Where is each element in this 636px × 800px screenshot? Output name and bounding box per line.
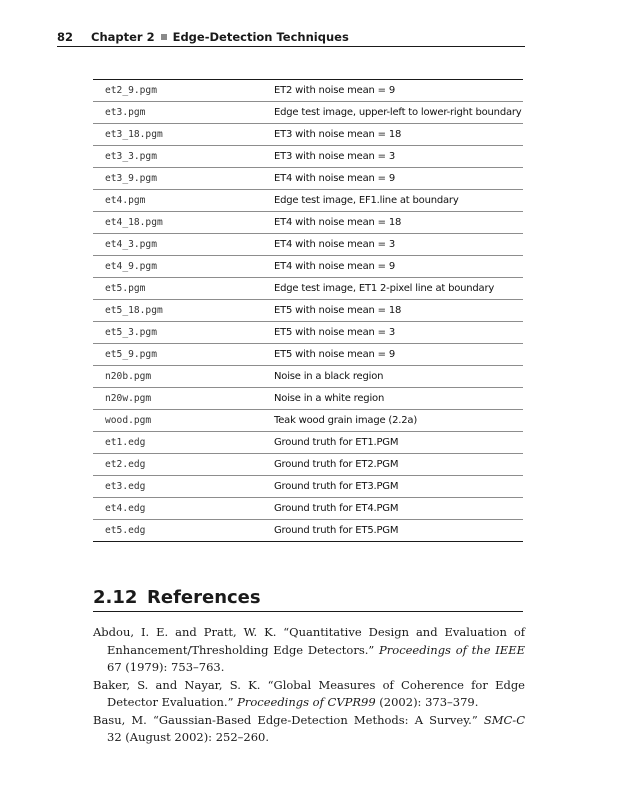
file-description-cell: ET3 with noise mean = 3	[274, 146, 523, 168]
file-description-cell: ET4 with noise mean = 9	[274, 168, 523, 190]
table-row	[93, 476, 523, 498]
file-name-cell: et4.edg	[93, 498, 274, 520]
table-row	[93, 300, 523, 322]
file-name-cell: et3_3.pgm	[93, 146, 274, 168]
file-name-cell: et5.pgm	[93, 278, 274, 300]
reference-text: Baker, S. and Nayar, S. K. “Global Measures of Coherence for Edge Detector Evaluation.”	[93, 677, 525, 709]
reference-source: SMC-C	[483, 712, 525, 727]
table-row	[93, 322, 523, 344]
file-name-cell: wood.pgm	[93, 410, 274, 432]
file-description-cell: Ground truth for ET1.PGM	[274, 432, 523, 454]
file-name-cell: n20b.pgm	[93, 366, 274, 388]
file-description-cell: ET4 with noise mean = 3	[274, 234, 523, 256]
table-row	[93, 190, 523, 212]
reference-list	[93, 624, 525, 747]
square-bullet-icon	[161, 34, 167, 40]
file-name-cell: et3.edg	[93, 476, 274, 498]
file-description-cell: Ground truth for ET3.PGM	[274, 476, 523, 498]
file-description-cell: ET4 with noise mean = 9	[274, 256, 523, 278]
file-description-cell: Edge test image, EF1.line at boundary	[274, 190, 523, 212]
file-description-cell: Noise in a black region	[274, 366, 523, 388]
table-row	[93, 454, 523, 476]
table-row	[93, 234, 523, 256]
file-description-cell: ET3 with noise mean = 18	[274, 124, 523, 146]
file-name-cell: et5_18.pgm	[93, 300, 274, 322]
file-description-cell: Edge test image, upper-left to lower-right boundary	[274, 102, 523, 124]
file-name-cell: et2_9.pgm	[93, 80, 274, 102]
table-row	[93, 168, 523, 190]
file-description-cell: Edge test image, ET1 2-pixel line at boundary	[274, 278, 523, 300]
reference-entry	[93, 677, 525, 712]
table-row	[93, 278, 523, 300]
reference-text: Basu, M. “Gaussian-Based Edge-Detection Methods: A Survey.”	[93, 712, 484, 727]
table-row	[93, 344, 523, 366]
file-list-table	[93, 79, 523, 542]
file-description-cell: ET5 with noise mean = 9	[274, 344, 523, 366]
file-name-cell: et1.edg	[93, 432, 274, 454]
file-description-cell: Noise in a white region	[274, 388, 523, 410]
table-row	[93, 102, 523, 124]
chapter-label: Chapter 2	[91, 30, 155, 44]
file-name-cell: et5_3.pgm	[93, 322, 274, 344]
reference-text: 67 (1979): 753–763.	[107, 660, 225, 674]
file-name-cell: et3_9.pgm	[93, 168, 274, 190]
file-description-cell: Ground truth for ET2.PGM	[274, 454, 523, 476]
page-number: 82	[57, 30, 74, 44]
reference-text: 32 (August 2002): 252–260.	[107, 730, 270, 744]
chapter-title: Edge-Detection Techniques	[172, 30, 349, 44]
section-heading	[93, 586, 523, 612]
running-header	[57, 30, 525, 47]
file-name-cell: et5.edg	[105, 525, 146, 536]
file-name-cell: n20w.pgm	[93, 388, 274, 410]
file-description-cell: Ground truth for ET4.PGM	[274, 498, 523, 520]
table-row	[93, 256, 523, 278]
file-name-cell: et3.pgm	[93, 102, 274, 124]
file-name-cell: et4_9.pgm	[93, 256, 274, 278]
section-number: 2.12	[93, 587, 138, 608]
file-description-cell: ET5 with noise mean = 3	[274, 322, 523, 344]
file-description-cell: Teak wood grain image (2.2a)	[274, 410, 523, 432]
table-row	[93, 388, 523, 410]
reference-text: Abdou, I. E. and Pratt, W. K. “Quantitative Design and Evaluation of Enhancement/Thresholding Edge Detectors.”	[93, 625, 525, 657]
file-name-cell: et3_18.pgm	[93, 124, 274, 146]
reference-entry	[93, 712, 525, 747]
file-description-cell: Ground truth for ET5.PGM	[274, 525, 399, 536]
file-name-cell: et5_9.pgm	[93, 344, 274, 366]
table-row	[93, 124, 523, 146]
table-row	[93, 80, 523, 102]
table-row	[93, 410, 523, 432]
table-row	[93, 520, 523, 542]
file-name-cell: et2.edg	[93, 454, 274, 476]
section-title: References	[147, 587, 261, 608]
file-description-cell: ET2 with noise mean = 9	[274, 80, 523, 102]
table-row	[93, 498, 523, 520]
table-row	[93, 366, 523, 388]
reference-text: (2002): 373–379.	[375, 695, 479, 709]
reference-source: Proceedings of the IEEE	[379, 642, 525, 657]
file-name-cell: et4.pgm	[93, 190, 274, 212]
file-name-cell: et4_3.pgm	[93, 234, 274, 256]
file-description-cell: ET4 with noise mean = 18	[274, 212, 523, 234]
table-row	[93, 212, 523, 234]
file-description-cell: ET5 with noise mean = 18	[274, 300, 523, 322]
table-row	[93, 432, 523, 454]
reference-source: Proceedings of CVPR99	[237, 695, 376, 709]
file-name-cell: et4_18.pgm	[93, 212, 274, 234]
table-row	[93, 146, 523, 168]
reference-entry	[93, 624, 525, 677]
